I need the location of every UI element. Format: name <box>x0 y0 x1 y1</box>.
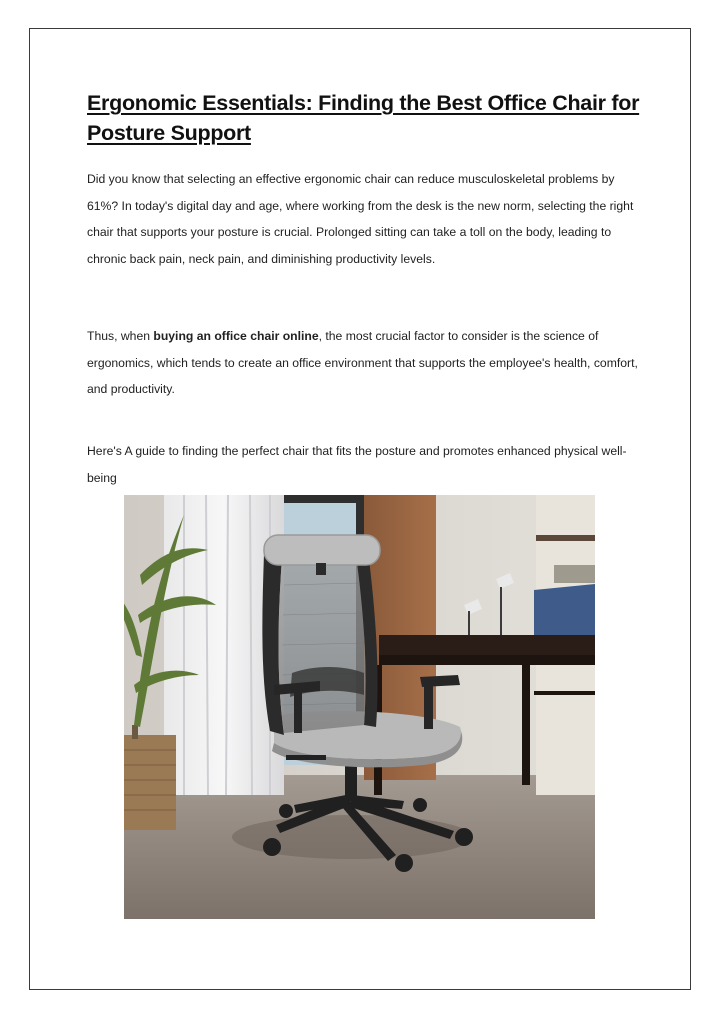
paragraph-text: , the most crucial factor to consider is the science of ergonomics, which tends to create an office environment that supports the employee's health, comfort, and productivity. <box>87 329 638 396</box>
document-title: Ergonomic Essentials: Finding the Best Office Chair for Posture Support <box>87 91 640 145</box>
office-chair-photo <box>124 495 595 919</box>
ergonomics-paragraph <box>87 323 647 403</box>
intro-paragraph: Did you know that selecting an effective ergonomic chair can reduce musculoskeletal problems by 61%? In today's digital day and age, where working from the desk is the new norm, selecting the right chair that supports your posture is crucial. Prolonged sitting can take a toll on the body, leading to chronic back pain, neck pain, and diminishing productivity levels. <box>87 172 634 266</box>
bold-keyword: buying an office chair online <box>153 329 319 343</box>
document-body <box>87 88 647 485</box>
guide-paragraph: Here's A guide to finding the perfect chair that fits the posture and promotes enhanced physical well-being <box>87 444 627 485</box>
paragraph-text: Thus, when <box>87 329 154 343</box>
